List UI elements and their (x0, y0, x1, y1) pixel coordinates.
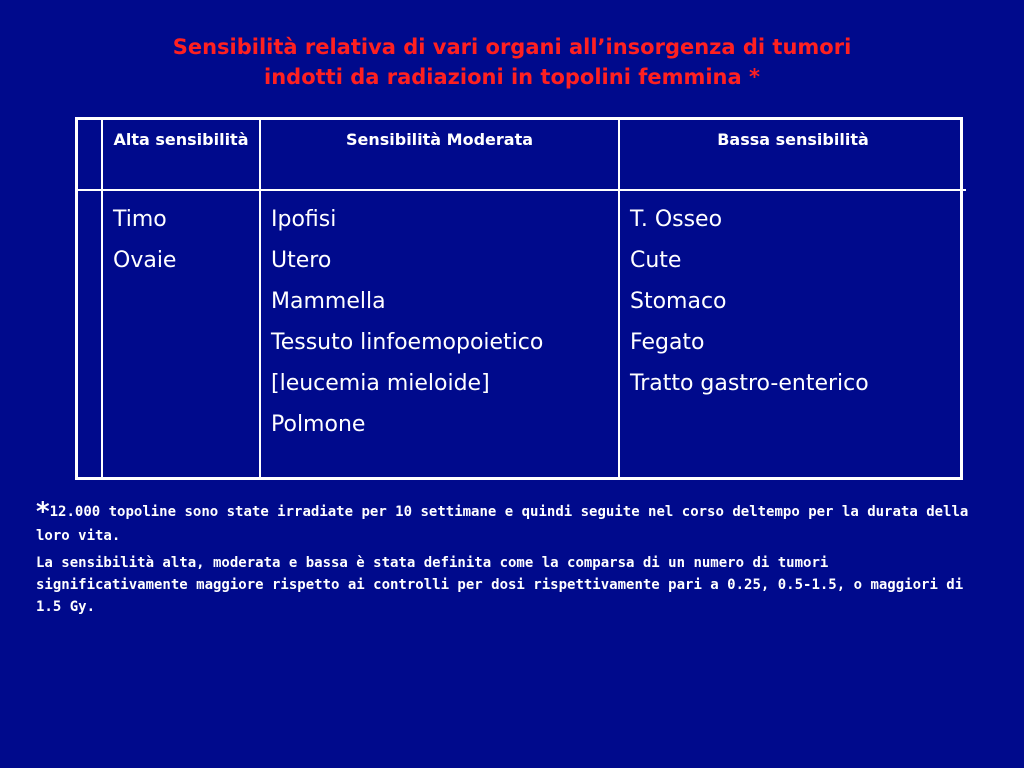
list-item: Tratto gastro-enterico (630, 371, 869, 396)
header-alta-sensibilita: Alta sensibilità (102, 120, 260, 190)
header-bassa-sensibilita: Bassa sensibilità (619, 120, 966, 190)
list-item: Ovaie (113, 248, 177, 273)
cell-bassa (619, 190, 966, 477)
list-item: Fegato (630, 330, 705, 355)
cell-empty (78, 190, 102, 477)
slide-title-line1: Sensibilità relativa di vari organi all’insorgenza di tumori (172, 35, 852, 59)
sensitivity-table (75, 117, 963, 480)
slide-title-line2: indotti da radiazioni in topolini femmina * (264, 65, 760, 89)
list-item: Timo (113, 207, 167, 232)
list-item: T. Osseo (630, 207, 723, 232)
list-item: Tessuto linfoemopoietico (271, 330, 544, 355)
list-item: [leucemia mieloide] (271, 371, 490, 396)
table-row (78, 190, 966, 477)
list-item: Stomaco (630, 289, 727, 314)
slide-title (60, 32, 964, 92)
cell-alta (102, 190, 260, 477)
footnote-1-text: 12.000 topoline sono state irradiate per 10 settimane e quindi seguite nel corso deltempo per la durata della loro vita. (36, 504, 969, 544)
table-header-row (78, 120, 966, 190)
list-bassa (620, 191, 966, 404)
footnote-asterisk: * (36, 497, 50, 527)
header-empty (78, 120, 102, 190)
list-item: Mammella (271, 289, 386, 314)
list-item: Utero (271, 248, 332, 273)
list-item: Polmone (271, 412, 366, 437)
list-item: Cute (630, 248, 682, 273)
header-sensibilita-moderata: Sensibilità Moderata (260, 120, 619, 190)
footnotes (36, 497, 986, 618)
footnote-2: La sensibilità alta, moderata e bassa è stata definita come la comparsa di un numero di tumori significativamente maggiore rispetto ai controlli per dosi rispettivamente pari a 0.25, 0.5-1.5, o maggiori di 1.5 Gy. (36, 555, 964, 615)
list-alta (103, 191, 259, 281)
list-moderata (261, 191, 618, 445)
list-item: Ipofisi (271, 207, 337, 232)
cell-moderata (260, 190, 619, 477)
footnote-1 (36, 497, 986, 548)
